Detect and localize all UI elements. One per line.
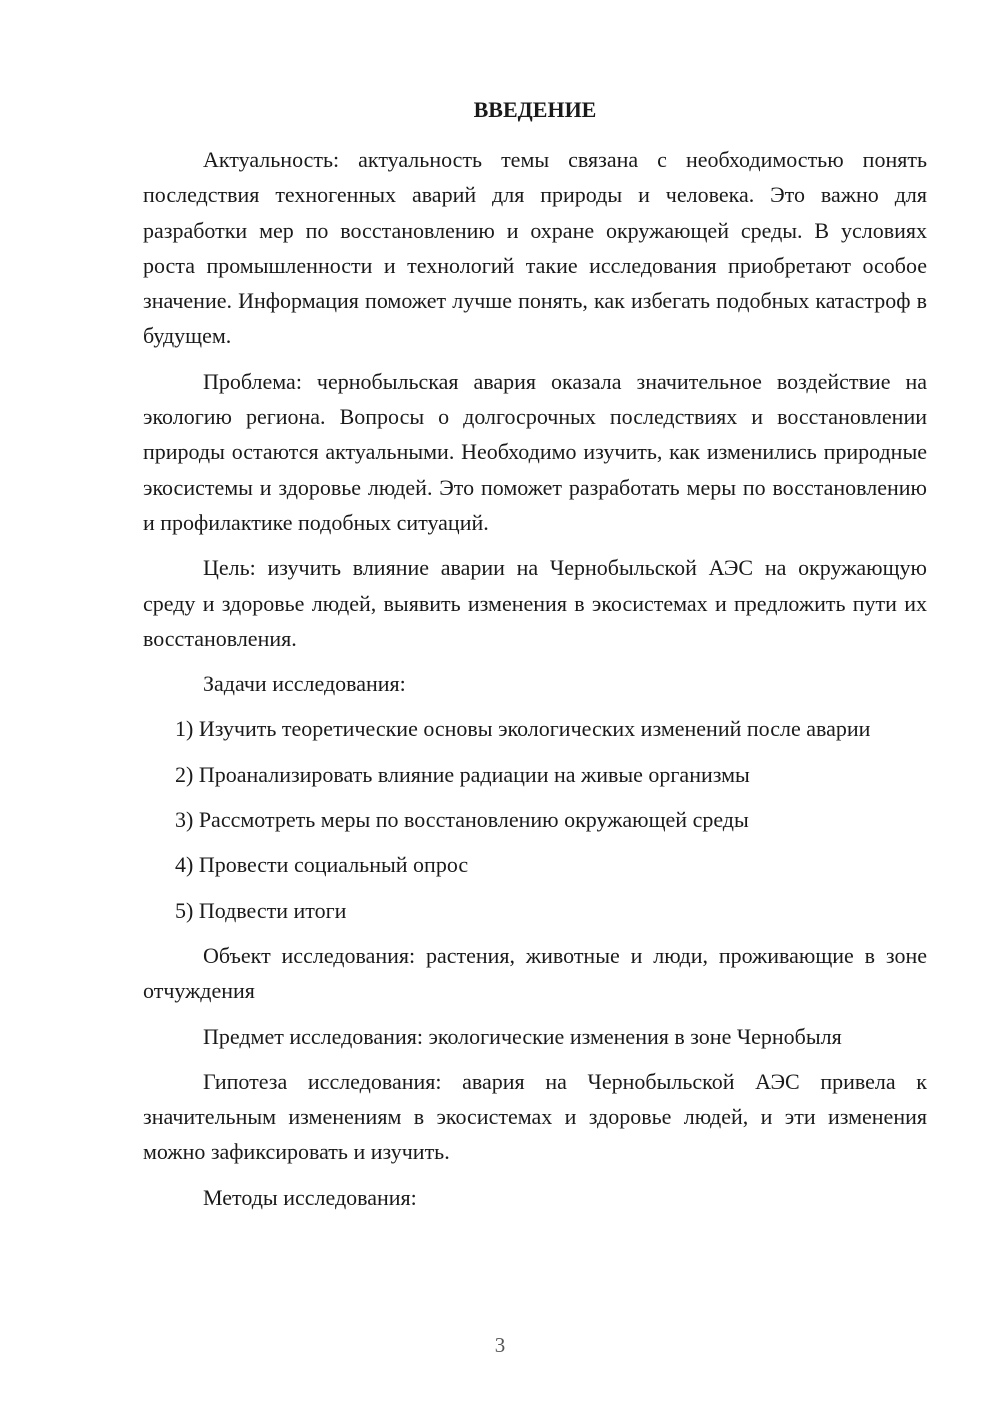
paragraph-relevance: Актуальность: актуальность темы связана с необходимостью понять последствия техногенных аварий для природы и человека. Это важно для разработки мер по восстановлению и охране окружающей среды. В условиях роста промышленности и технологий такие исследования приобретают особое значение. Информация поможет лучше понять, как избегать подобных катастроф в будущем. bbox=[143, 147, 927, 349]
tasks-heading: Задачи исследования: bbox=[203, 671, 406, 697]
paragraph-hypothesis: Гипотеза исследования: авария на Чернобыльской АЭС привела к значительным изменениям в экосистемах и здоровье людей, и эти изменения можно зафиксировать и изучить. bbox=[143, 1068, 927, 1165]
document-page bbox=[143, 92, 927, 1225]
paragraph-object: Объект исследования: растения, животные и люди, проживающие в зоне отчуждения bbox=[143, 942, 927, 1004]
paragraph-problem: Проблема: чернобыльская авария оказала значительное воздействие на экологию региона. Вопросы о долгосрочных последствиях и восстановлении природы остаются актуальными. Необходимо изучить, как изменились природные экосистемы и здоровье людей. Это поможет разработать меры по восстановлению и профилактике подобных ситуаций. bbox=[143, 368, 927, 535]
section-title: ВВЕДЕНИЕ bbox=[473, 97, 597, 122]
page-number: 3 bbox=[494, 1333, 506, 1357]
methods-heading: Методы исследования: bbox=[203, 1184, 417, 1210]
tasks-list bbox=[143, 711, 927, 927]
task-item-1: 1) Изучить теоретические основы экологических изменений после аварии bbox=[175, 716, 871, 742]
task-item-2: 2) Проанализировать влияние радиации на живые организмы bbox=[175, 761, 750, 787]
paragraph-subject: Предмет исследования: экологические изменения в зоне Чернобыля bbox=[203, 1023, 842, 1049]
task-item-5: 5) Подвести итоги bbox=[175, 897, 347, 923]
paragraph-goal: Цель: изучить влияние аварии на Чернобыльской АЭС на окружающую среду и здоровье людей, выявить изменения в экосистемах и предложить пути их восстановления. bbox=[143, 555, 927, 651]
task-item-3: 3) Рассмотреть меры по восстановлению окружающей среды bbox=[175, 807, 749, 833]
task-item-4: 4) Провести социальный опрос bbox=[175, 852, 469, 878]
